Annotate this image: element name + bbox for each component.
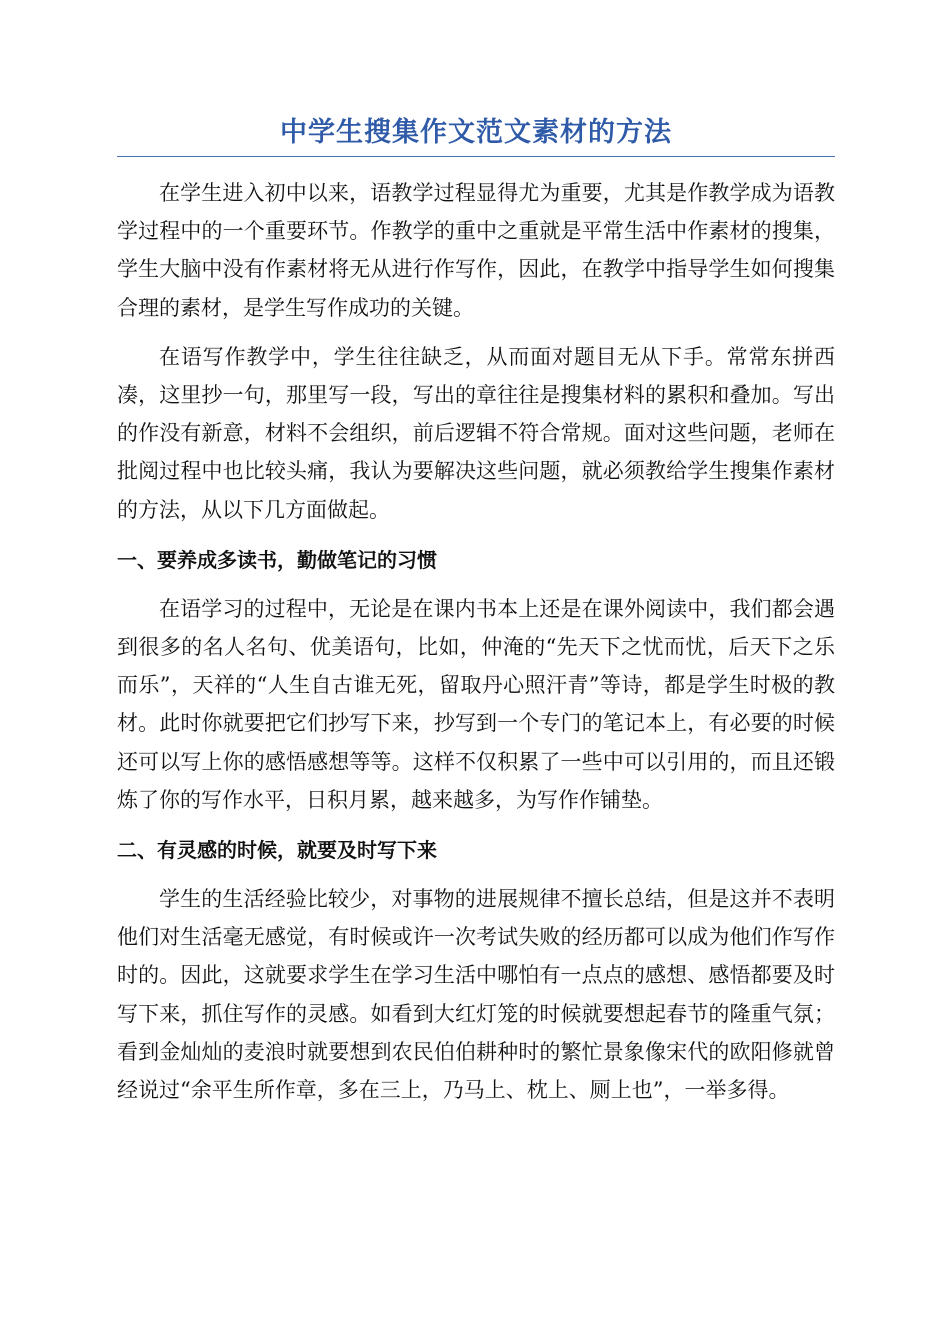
paragraph-section-1: 在语学习的过程中，无论是在课内书本上还是在课外阅读中，我们都会遇到很多的名人名句、优美语句，比如，仲淹的“先天下之忧而忧，后天下之乐而乐”，天祥的“人生自古谁无死，留取丹心照汗青”等诗，都是学生时极的教材。此时你就要把它们抄写下来，抄写到一个专门的笔记本上，有必要的时候还可以写上你的感悟感想等等。这样不仅积累了一些中可以引用的，而且还锻炼了你的写作水平，日积月累，越来越多，为写作作铺垫。 (117, 596, 835, 812)
paragraph-intro-1: 在学生进入初中以来，语教学过程显得尤为重要，尤其是作教学成为语教学过程中的一个重要环节。作教学的重中之重就是平常生活中作素材的搜集，学生大脑中没有作素材将无从进行作写作，因此，在教学中指导学生如何搜集合理的素材，是学生写作成功的关键。 (117, 181, 835, 320)
section-heading-2: 二、有灵感的时候，就要及时写下来 (117, 838, 437, 863)
section-heading-1: 一、要养成多读书，勤做笔记的习惯 (117, 547, 437, 572)
document-page (117, 112, 835, 1120)
paragraph-intro-2: 在语写作教学中，学生往往缺乏，从而面对题目无从下手。常常东拼西凑，这里抄一句，那里写一段，写出的章往往是搜集材料的累积和叠加。写出的作没有新意，材料不会组织，前后逻辑不符合常规。面对这些问题，老师在批阅过程中也比较头痛，我认为要解决这些问题，就必须教给学生搜集作素材的方法，从以下几方面做起。 (117, 344, 835, 522)
document-title: 中学生搜集作文范文素材的方法 (117, 112, 835, 157)
paragraph-section-2: 学生的生活经验比较少，对事物的进展规律不擅长总结，但是这并不表明他们对生活毫无感觉，有时候或许一次考试失败的经历都可以成为他们作写作时的。因此，这就要求学生在学习生活中哪怕有一点点的感想、感悟都要及时写下来，抓住写作的灵感。如看到大红灯笼的时候就要想起春节的隆重气氛；看到金灿灿的麦浪时就要想到农民伯伯耕种时的繁忙景象像宋代的欧阳修就曾经说过“余平生所作章，多在三上，乃马上、枕上、厕上也”，一举多得。 (117, 887, 835, 1103)
document-body (117, 174, 835, 1109)
